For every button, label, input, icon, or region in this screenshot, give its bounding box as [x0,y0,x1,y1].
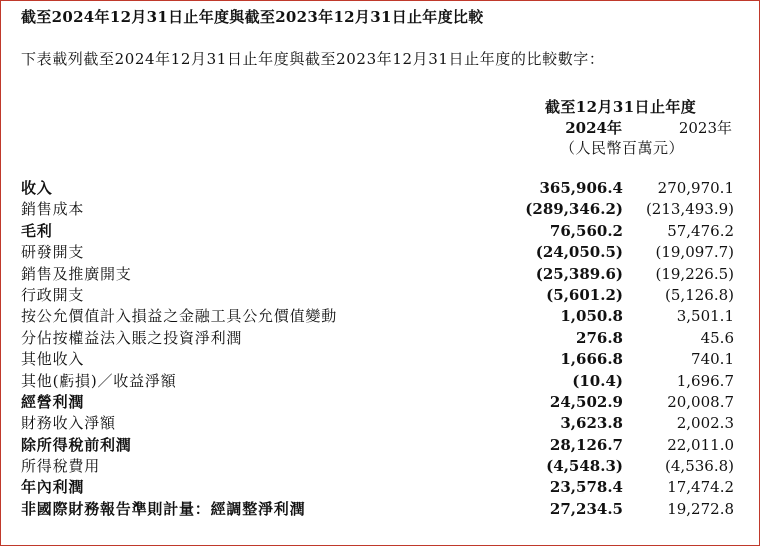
intro-paragraph: 下表載列截至2024年12月31日止年度與截至2023年12月31日止年度的比較數字： [21,50,605,68]
value-2024: (4,548.3) [546,457,623,476]
value-2024: (10.4) [572,371,623,390]
value-2023: 740.1 [691,350,734,369]
value-2024: 276.8 [576,328,623,347]
table-row [0,413,760,434]
table-row [0,499,760,520]
value-2024: (24,050.5) [535,243,623,262]
table-row [0,199,760,220]
column-header-unit: （人民幣百萬元） [560,139,685,157]
row-label: 毛利 [21,221,53,240]
row-label: 研發開支 [21,243,85,262]
row-label: 年內利潤 [21,478,85,497]
column-header-2023: 2023年 [678,119,732,137]
row-label: 行政開支 [21,285,85,304]
table-row [0,221,760,242]
table-row [0,306,760,327]
value-2024: 27,234.5 [549,499,623,518]
row-label: 所得稅費用 [21,457,101,476]
row-label: 按公允價值計入損益之金融工具公允價值變動 [21,307,338,326]
row-label: 其他收入 [21,350,85,369]
table-row [0,456,760,477]
value-2024: 24,502.9 [549,392,623,411]
value-2024: 1,666.8 [560,350,623,369]
table-row [0,285,760,306]
row-label: 財務收入淨額 [21,414,116,433]
table-row [0,242,760,263]
value-2023: 1,696.7 [676,371,734,390]
table-row [0,178,760,199]
row-label: 銷售及推廣開支 [21,264,132,283]
value-2023: 17,474.2 [667,478,734,497]
value-2023: (19,226.5) [655,264,734,283]
value-2023: 22,011.0 [667,435,734,454]
value-2023: 270,970.1 [657,179,734,197]
value-2024: 3,623.8 [560,414,623,433]
table-row [0,477,760,498]
value-2024: (289,346.2) [525,200,623,219]
table-row [0,264,760,285]
row-label: 除所得稅前利潤 [21,435,132,454]
section-heading: 截至2024年12月31日止年度與截至2023年12月31日止年度比較 [21,8,484,26]
value-2023: 45.6 [700,328,734,347]
value-2023: 2,002.3 [676,414,734,433]
value-2023: 19,272.8 [667,499,734,518]
value-2024: 1,050.8 [560,307,623,326]
value-2024: (5,601.2) [546,285,623,304]
value-2023: 20,008.7 [667,392,734,411]
row-label: 收入 [21,179,53,197]
value-2023: (19,097.7) [655,243,734,262]
row-label: 經營利潤 [21,392,85,411]
table-row [0,349,760,370]
table-row [0,371,760,392]
value-2023: (5,126.8) [665,285,734,304]
table-row [0,392,760,413]
value-2023: (213,493.9) [645,200,734,219]
row-label: 非國際財務報告準則計量：經調整淨利潤 [21,499,306,518]
row-label: 分佔按權益法入賬之投資淨利潤 [21,328,243,347]
table-row [0,328,760,349]
value-2023: 57,476.2 [667,221,734,240]
value-2024: 76,560.2 [549,221,623,240]
column-header-2024: 2024年 [565,119,622,137]
table-row [0,435,760,456]
value-2024: 28,126.7 [549,435,623,454]
financial-table [0,178,760,520]
value-2024: 23,578.4 [549,478,623,497]
row-label: 銷售成本 [21,200,85,219]
value-2023: (4,536.8) [665,457,734,476]
value-2024: (25,389.6) [535,264,623,283]
value-2024: 365,906.4 [539,179,623,197]
column-header-period: 截至12月31日止年度 [545,98,697,116]
value-2023: 3,501.1 [676,307,734,326]
row-label: 其他(虧損)／收益淨額 [21,371,177,390]
